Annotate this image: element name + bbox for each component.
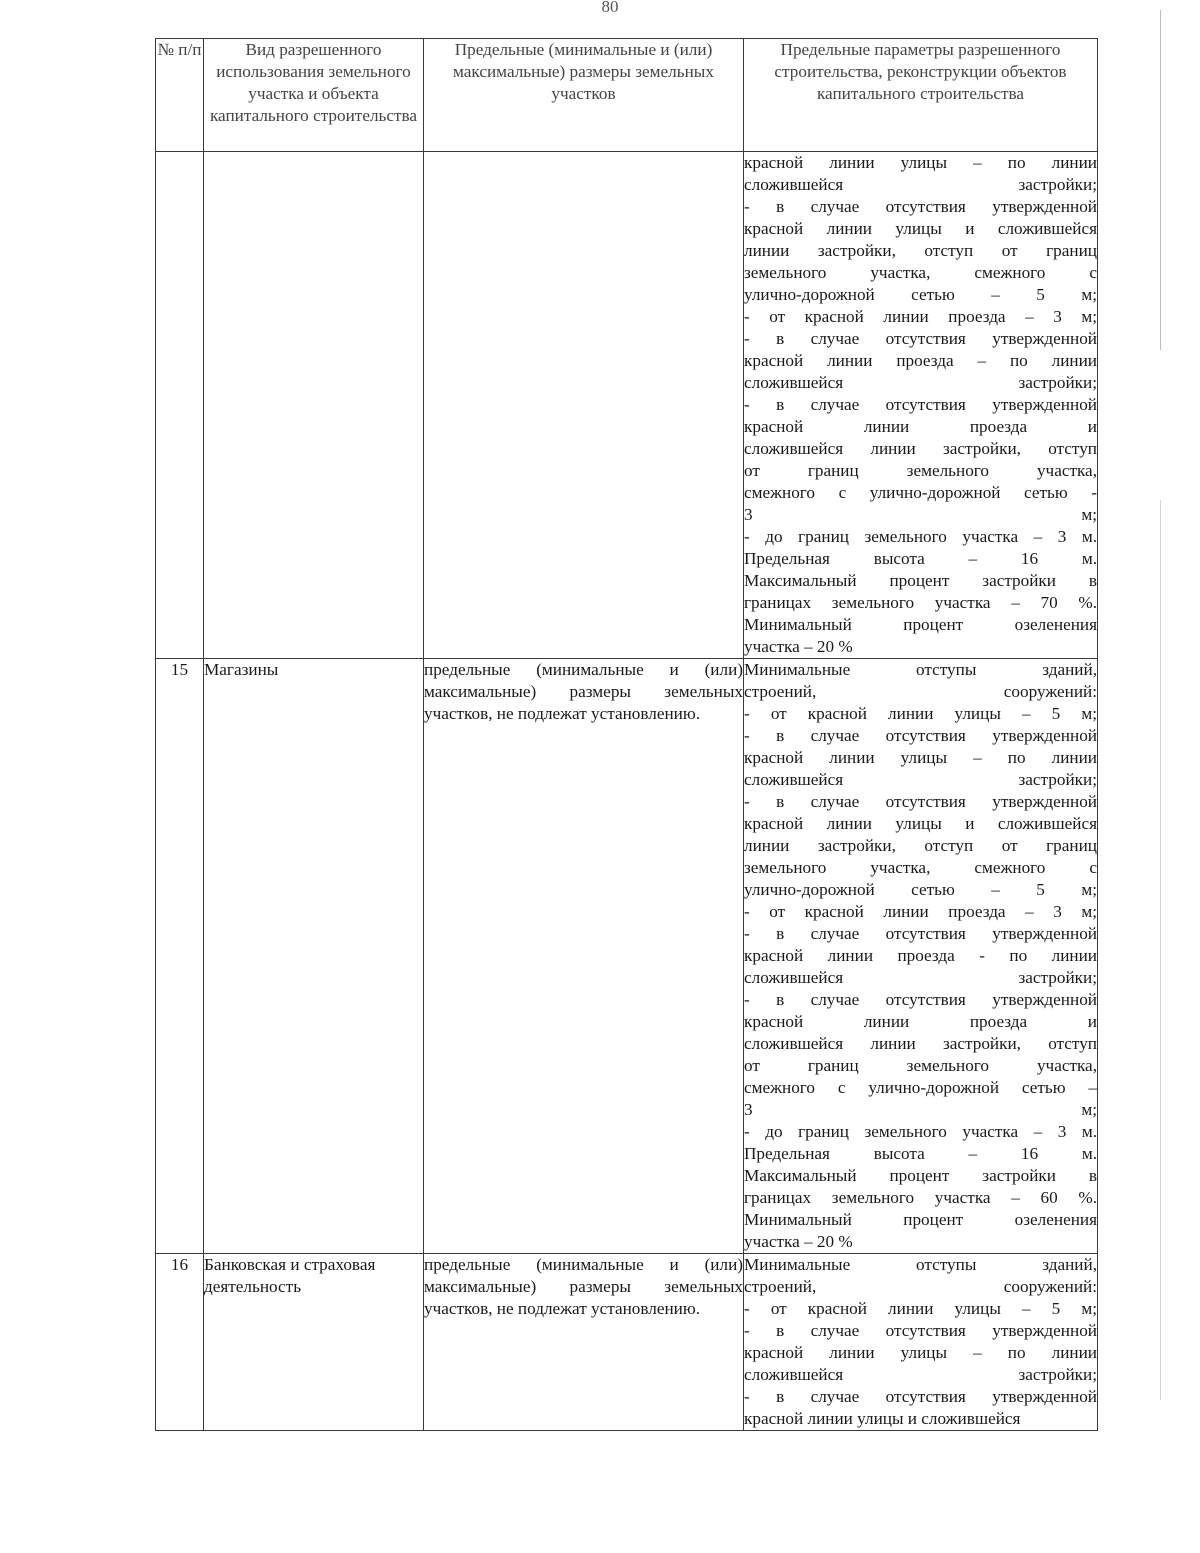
table-row bbox=[156, 659, 1098, 1254]
params-text-line: - до границ земельного участка – 3 м. bbox=[744, 1122, 1097, 1141]
header-number: № п/п bbox=[156, 39, 204, 152]
params-text-line: красной линии проезда и bbox=[744, 1012, 1097, 1031]
params-text-line: красной линии улицы и сложившейся bbox=[744, 219, 1097, 238]
params-text-line: от границ земельного участка, bbox=[744, 1056, 1097, 1075]
scan-edge-line bbox=[1160, 10, 1161, 350]
table-header-row bbox=[156, 39, 1098, 152]
params-text-line: линии застройки, отступ от границ bbox=[744, 241, 1097, 260]
params-text-line: Минимальные отступы зданий, bbox=[744, 1255, 1097, 1274]
params-text-line: строений, сооружений: bbox=[744, 1277, 1097, 1296]
row-number: 16 bbox=[156, 1254, 204, 1431]
permitted-use-cell: Банковская и страховая деятельность bbox=[204, 1254, 424, 1431]
params-text-line: Минимальный процент озеленения bbox=[744, 1210, 1097, 1229]
params-text-line: смежного с улично-дорожной сетью – bbox=[744, 1078, 1097, 1097]
plot-size-cell: предельные (минимальные и (или) максимальные) размеры земельных участков, не подлежат установлению. bbox=[424, 659, 744, 1254]
params-text-line: красной линии улицы и сложившейся bbox=[744, 1409, 1021, 1428]
params-text-line: Предельная высота – 16 м. bbox=[744, 549, 1097, 568]
params-text-line: красной линии проезда – по линии bbox=[744, 351, 1097, 370]
params-text-line: - в случае отсутствия утвержденной bbox=[744, 329, 1097, 348]
params-text-line: - в случае отсутствия утвержденной bbox=[744, 1387, 1097, 1406]
params-text-line: - в случае отсутствия утвержденной bbox=[744, 395, 1097, 414]
params-text-line: красной линии проезда - по линии bbox=[744, 946, 1097, 965]
header-plot-size: Предельные (минимальные и (или) максимальные) размеры земельных участков bbox=[424, 39, 744, 152]
row-number bbox=[156, 152, 204, 659]
header-construction-params: Предельные параметры разрешенного строительства, реконструкции объектов капитального строительства bbox=[744, 39, 1098, 152]
params-text-line: Минимальные отступы зданий, bbox=[744, 660, 1097, 679]
construction-params-cell bbox=[744, 152, 1098, 659]
params-text-line: Минимальный процент озеленения bbox=[744, 615, 1097, 634]
params-text-line: границах земельного участка – 70 %. bbox=[744, 593, 1097, 612]
permitted-use-cell bbox=[204, 152, 424, 659]
params-text-line: земельного участка, смежного с bbox=[744, 263, 1097, 282]
params-text-line: улично-дорожной сетью – 5 м; bbox=[744, 880, 1097, 899]
params-text-line: красной линии улицы – по линии bbox=[744, 1343, 1097, 1362]
row-number: 15 bbox=[156, 659, 204, 1254]
permitted-use-cell: Магазины bbox=[204, 659, 424, 1254]
params-text-line: - в случае отсутствия утвержденной bbox=[744, 924, 1097, 943]
construction-params-cell bbox=[744, 1254, 1098, 1431]
params-text-line: красной линии улицы и сложившейся bbox=[744, 814, 1097, 833]
params-text-line: сложившейся застройки; bbox=[744, 968, 1097, 987]
regulations-table bbox=[155, 38, 1098, 1431]
header-permitted-use: Вид разрешенного использования земельного участка и объекта капитального строительства bbox=[204, 39, 424, 152]
params-text-line: линии застройки, отступ от границ bbox=[744, 836, 1097, 855]
scan-edge-line bbox=[1160, 500, 1161, 1400]
params-text-line: Максимальный процент застройки в bbox=[744, 571, 1097, 590]
params-text-line: сложившейся застройки; bbox=[744, 175, 1097, 194]
params-text-line: - в случае отсутствия утвержденной bbox=[744, 197, 1097, 216]
params-text-line: - от красной линии улицы – 5 м; bbox=[744, 1299, 1097, 1318]
params-text-line: сложившейся застройки; bbox=[744, 373, 1097, 392]
params-text-line: - от красной линии улицы – 5 м; bbox=[744, 704, 1097, 723]
page-number: 80 bbox=[601, 0, 619, 16]
params-text-line: Предельная высота – 16 м. bbox=[744, 1144, 1097, 1163]
params-text-line: строений, сооружений: bbox=[744, 682, 1097, 701]
params-text-line: 3 м; bbox=[744, 505, 1097, 524]
construction-params-cell bbox=[744, 659, 1098, 1254]
params-text-line: - от красной линии проезда – 3 м; bbox=[744, 902, 1097, 921]
table-row bbox=[156, 1254, 1098, 1431]
params-text-line: - до границ земельного участка – 3 м. bbox=[744, 527, 1097, 546]
params-text-line: участка – 20 % bbox=[744, 1232, 853, 1251]
params-text-line: сложившейся застройки; bbox=[744, 770, 1097, 789]
params-text-line: - в случае отсутствия утвержденной bbox=[744, 726, 1097, 745]
params-text-line: сложившейся линии застройки, отступ bbox=[744, 439, 1097, 458]
params-text-line: - от красной линии проезда – 3 м; bbox=[744, 307, 1097, 326]
params-text-line: - в случае отсутствия утвержденной bbox=[744, 792, 1097, 811]
plot-size-cell bbox=[424, 152, 744, 659]
table-row bbox=[156, 152, 1098, 659]
params-text-line: сложившейся застройки; bbox=[744, 1365, 1097, 1384]
params-text-line: улично-дорожной сетью – 5 м; bbox=[744, 285, 1097, 304]
params-text-line: границах земельного участка – 60 %. bbox=[744, 1188, 1097, 1207]
params-text-line: красной линии проезда и bbox=[744, 417, 1097, 436]
params-text-line: - в случае отсутствия утвержденной bbox=[744, 1321, 1097, 1340]
params-text-line: - в случае отсутствия утвержденной bbox=[744, 990, 1097, 1009]
params-text-line: от границ земельного участка, bbox=[744, 461, 1097, 480]
params-text-line: красной линии улицы – по линии bbox=[744, 153, 1097, 172]
params-text-line: 3 м; bbox=[744, 1100, 1097, 1119]
params-text-line: Максимальный процент застройки в bbox=[744, 1166, 1097, 1185]
params-text-line: участка – 20 % bbox=[744, 637, 853, 656]
params-text-line: красной линии улицы – по линии bbox=[744, 748, 1097, 767]
params-text-line: земельного участка, смежного с bbox=[744, 858, 1097, 877]
plot-size-cell: предельные (минимальные и (или) максимальные) размеры земельных участков, не подлежат установлению. bbox=[424, 1254, 744, 1431]
table-body bbox=[156, 152, 1098, 1431]
params-text-line: сложившейся линии застройки, отступ bbox=[744, 1034, 1097, 1053]
params-text-line: смежного с улично-дорожной сетью - bbox=[744, 483, 1097, 502]
